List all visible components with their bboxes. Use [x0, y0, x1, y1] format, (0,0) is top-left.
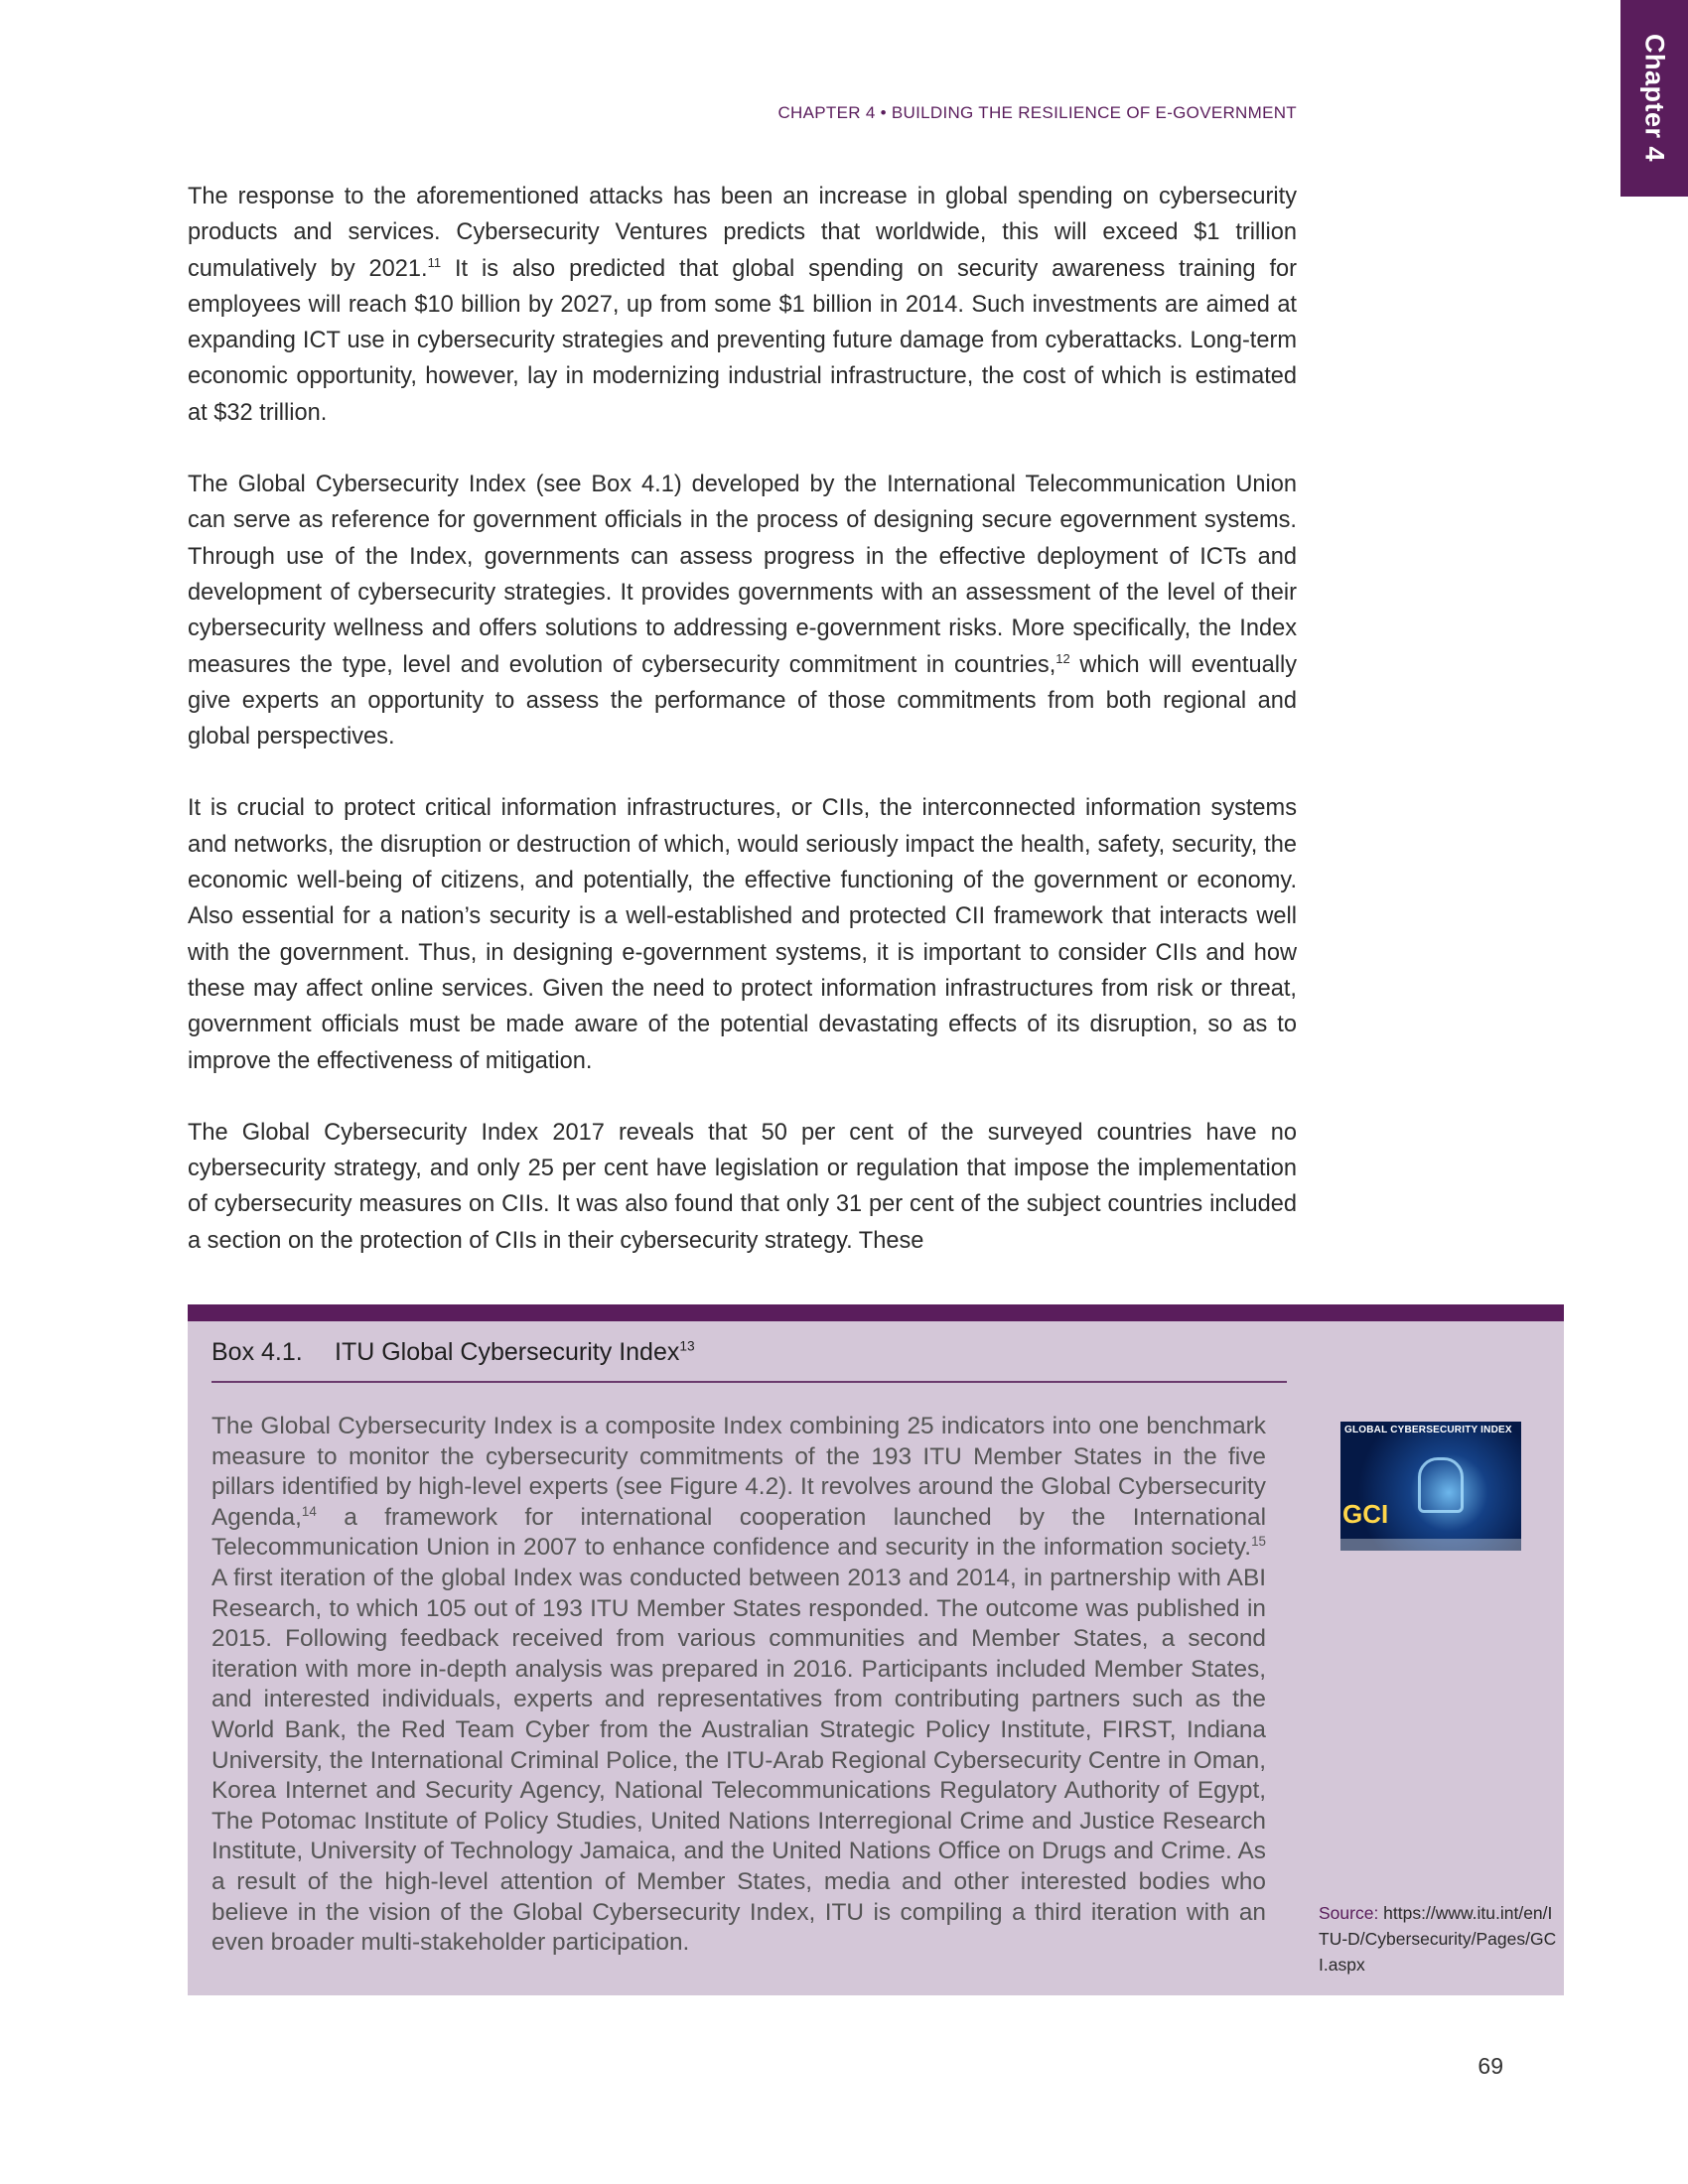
footnote-ref-15[interactable]: 15: [1251, 1534, 1266, 1550]
footnote-ref-11[interactable]: 11: [427, 254, 442, 270]
box-body-text: The Global Cybersecurity Index is a composite Index combining 25 indicators into one benchmark measure to monitor the cybersecurity commitments of the 193 ITU Member States in the five pillars identified by high-level experts (see Figure 4.2). It revolves around the Global Cybersecurity Agenda,$^{14}$ a framework for international cooperation launched by the International Telecommunication Union in 2007 to enhance confidence and security in the information society.$^{15}$ A first iteration of the global Index was conducted between 2013 and 2014, in partnership with ABI Research, to which 105 out of 193 ITU Member States responded. The outcome was published in 2015. Following feedback received from various communities and Member States, a second iteration with more in-depth analysis was prepared in 2016. Participants included Member States, and interested individuals, experts and representatives from contributing partners such as the World Bank, the Red Team Cyber from the Australian Strategic Policy Institute, FIRST, Indiana University, the International Criminal Police, the ITU-Arab Regional Cybersecurity Centre in Oman, Korea Internet and Security Agency, National Telecommunications Regulatory Authority of Egypt, The Potomac Institute of Policy Studies, United Nations Interregional Crime and Justice Research Institute, University of Technology Jamaica, and the United Nations Office on Drugs and Crime. As a result of the high-level attention of Member States, media and other interested bodies who believe in the vision of the Global Cybersecurity Index, ITU is compiling a third iteration with an even broader multi-stakeholder participation.: [211, 1413, 1266, 1957]
box-title: [211, 1338, 1287, 1383]
source-label: Source:: [1319, 1903, 1379, 1923]
box-4-1: [188, 1304, 1564, 1995]
gci-image: [1340, 1422, 1521, 1551]
source-url[interactable]: https://www.itu.int/en/ITU-D/Cybersecurity/Pages/GCI.aspx: [1319, 1903, 1557, 1975]
chapter-tab: [1620, 0, 1688, 197]
paragraph-4: The Global Cybersecurity Index 2017 reveals that 50 per cent of the surveyed countries have no cybersecurity strategy, and only 25 per cent have legislation or regulation that impose the implementation of cybersecurity measures on CIIs. It was also found that only 31 per cent of the subject countries included a section on the protection of CIIs in their cybersecurity strategy. These: [188, 1119, 1297, 1254]
gci-image-strip: [1340, 1539, 1521, 1551]
box-source: [1319, 1900, 1557, 1978]
footnote-ref-14[interactable]: 14: [301, 1503, 317, 1519]
gci-image-title: GLOBAL CYBERSECURITY INDEX: [1344, 1425, 1512, 1435]
paragraph-3: It is crucial to protect critical information infrastructures, or CIIs, the interconnected information systems and networks, the disruption or destruction of which, would seriously impact the health, safety, security, the economic well-being of citizens, and potentially, the effective functioning of the government or economy. Also essential for a nation’s security is a well-established and protected CII framework that interacts well with the government. Thus, in designing e-government systems, it is important to consider CIIs and how these may affect online services. Given the need to protect information infrastructures from risk or threat, government officials must be made aware of the potential devastating effects of its disruption, so as to improve the effectiveness of mitigation.: [188, 795, 1297, 1074]
footnote-ref-13[interactable]: 13: [679, 1338, 695, 1354]
footnote-ref-12[interactable]: 12: [1055, 650, 1070, 666]
box-title-text: ITU Global Cybersecurity Index: [335, 1338, 680, 1366]
box-number: Box 4.1.: [211, 1338, 303, 1366]
body-text: [188, 179, 1297, 1295]
paragraph-1: The response to the aforementioned attacks has been an increase in global spending on cybersecurity products and services. Cybersecurity Ventures predicts that worldwide, this will exceed $1 trillion cumulatively by 2021.11 It is also predicted that global spending on security awareness training for employees will reach $10 billion by 2027, up from some $1 billion in 2014. Such investments are aimed at expanding ICT use in cybersecurity strategies and preventing future damage from cyberattacks. Long-term economic opportunity, however, lay in modernizing industrial infrastructure, the cost of which is estimated at $32 trillion.: [188, 184, 1297, 426]
page-number: 69: [1477, 2053, 1503, 2079]
chapter-tab-label: Chapter 4: [1639, 34, 1670, 163]
lock-icon: [1418, 1457, 1464, 1513]
paragraph-2: The Global Cybersecurity Index (see Box 4.1) developed by the International Telecommunication Union can serve as reference for government officials in the process of designing secure egovernment systems. Through use of the Index, governments can assess progress in the effective deployment of ICTs and development of cybersecurity strategies. It provides governments with an assessment of the level of their cybersecurity wellness and offers solutions to addressing e-government risks. More specifically, the Index measures the type, level and evolution of cybersecurity commitment in countries,$^{12}$ which will eventually give experts an opportunity to assess the performance of those commitments from both regional and global perspectives.: [188, 472, 1297, 751]
running-header: CHAPTER 4 • BUILDING THE RESILIENCE OF E-GOVERNMENT: [777, 103, 1297, 122]
gci-logo: GCI: [1342, 1499, 1389, 1529]
box-top-bar: [188, 1304, 1564, 1321]
